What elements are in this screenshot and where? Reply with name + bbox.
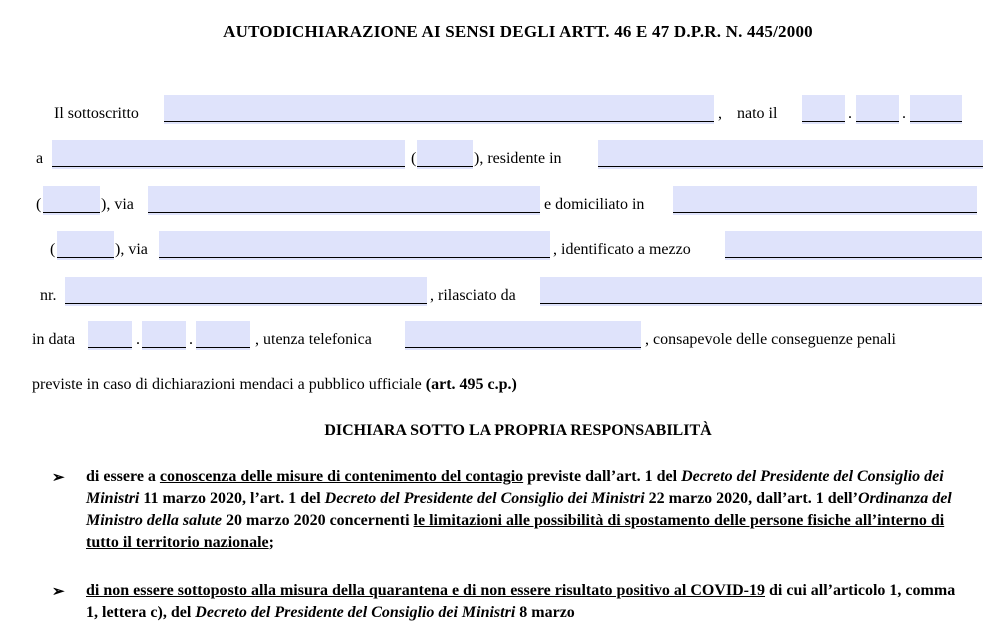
label-nr: nr. [40, 287, 57, 304]
label-residente: ), residente in [474, 150, 562, 167]
item-text: Ordinanza del Ministro della salute [86, 490, 952, 529]
label-a: a [36, 150, 44, 167]
item-text: Decreto del Presidente del Consiglio dei Ministri [86, 468, 944, 507]
label-consapevole: , consapevole delle conseguenze penali [645, 331, 896, 348]
declaration-item-2 [86, 580, 966, 624]
date-dot: . [902, 105, 906, 122]
item-text: 22 marzo 2020, dall’art. 1 dell’ [644, 490, 858, 507]
paren-open: ( [50, 241, 56, 258]
domicile-province-field[interactable] [57, 231, 114, 260]
label-comma: , [718, 105, 722, 122]
date-dot: . [136, 331, 140, 348]
date-dot: . [189, 331, 193, 348]
item-text: Decreto del Presidente del Consiglio dei Ministri [195, 604, 516, 621]
issue-month-field[interactable] [142, 321, 186, 350]
art-495-reference: (art. 495 c.p.) [425, 376, 517, 393]
item-text: previste dall’art. 1 del [523, 468, 682, 485]
date-dot: . [848, 105, 852, 122]
label-in-data: in data [32, 331, 76, 348]
label-rilasciato: , rilasciato da [430, 287, 516, 304]
item-text: di non essere sottoposto alla misura della quarantena e di non essere risultato positivo al COVID-19 [86, 582, 765, 599]
paren-open: ( [411, 150, 417, 167]
label-identificato: , identificato a mezzo [553, 241, 691, 258]
paren-open: ( [36, 196, 42, 213]
item-text: conoscenza delle misure di contenimento del contagio [159, 468, 524, 485]
document-number-field[interactable] [65, 277, 427, 306]
sottoscritto-name-field[interactable] [164, 95, 714, 124]
issue-year-field[interactable] [196, 321, 250, 350]
item-text: le limitazioni alle possibilità di spostamento delle persone fisiche all’interno di tutto il territorio nazionale [86, 512, 945, 551]
previste-text: previste in caso di dichiarazioni mendaci a pubblico ufficiale [32, 376, 422, 393]
birth-province-field[interactable] [417, 140, 473, 169]
residence-field[interactable] [598, 140, 983, 169]
domicile-street-field[interactable] [159, 231, 550, 260]
issue-day-field[interactable] [88, 321, 132, 350]
residence-street-field[interactable] [148, 186, 540, 215]
declaration-heading: DICHIARA SOTTO LA PROPRIA RESPONSABILITÀ [324, 422, 712, 439]
item-text: 8 marzo [515, 604, 575, 621]
label-il-sottoscritto: Il sottoscritto [54, 105, 139, 122]
item-text: ; [268, 534, 274, 551]
item-text: 20 marzo 2020 concernenti [222, 512, 414, 529]
item-text: di essere a [86, 468, 160, 485]
label-via: ), via [115, 241, 148, 258]
issued-by-field[interactable] [540, 277, 982, 306]
label-previste [32, 375, 517, 395]
item-text: 11 marzo 2020, l’art. 1 del [139, 490, 325, 507]
arrow-bullet-icon: ➢ [52, 470, 65, 486]
label-nato-il: nato il [737, 105, 778, 122]
document-title: AUTODICHIARAZIONE AI SENSI DEGLI ARTT. 46 E 47 D.P.R. N. 445/2000 [223, 22, 813, 41]
phone-field[interactable] [405, 321, 641, 350]
birth-month-field[interactable] [856, 95, 899, 124]
birth-year-field[interactable] [910, 95, 962, 124]
label-domiciliato: e domiciliato in [544, 196, 645, 213]
domicile-field[interactable] [673, 186, 977, 215]
item-text: Decreto del Presidente del Consiglio dei Ministri [324, 490, 645, 507]
id-document-field[interactable] [725, 231, 982, 260]
item-text: di cui all’articolo 1, comma 1, lettera c), del [86, 582, 956, 621]
label-via: ), via [101, 196, 134, 213]
declaration-item-1 [86, 466, 966, 554]
residence-province-field[interactable] [43, 186, 100, 215]
birth-day-field[interactable] [802, 95, 845, 124]
birth-place-field[interactable] [52, 140, 405, 169]
label-utenza: , utenza telefonica [255, 331, 372, 348]
arrow-bullet-icon: ➢ [52, 584, 65, 600]
